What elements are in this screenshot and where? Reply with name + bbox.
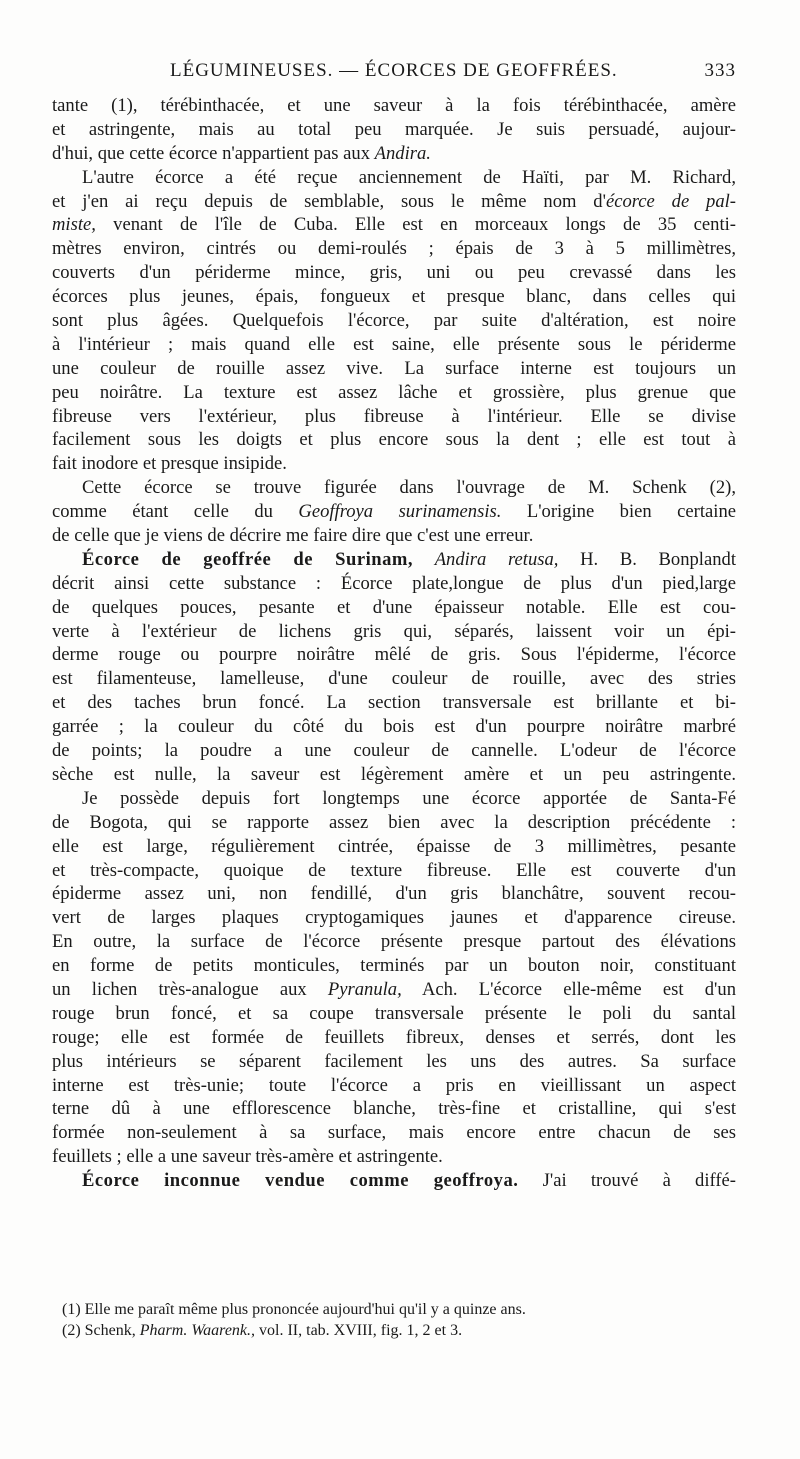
text-run: un lichen très-analogue aux <box>52 978 328 1000</box>
text-line: En outre, la surface de l'écorce présente presque partout des élévations <box>52 931 736 953</box>
text-line: plus intérieurs se séparent facilement les uns des autres. Sa surface <box>52 1050 736 1072</box>
text-run: Je possède depuis fort longtemps une écorce apportée de Santa-Fé <box>82 787 736 809</box>
text-line: verte à l'extérieur de lichens gris qui, séparés, laissent voir un épi- <box>52 620 736 642</box>
text-line: fait inodore et presque insipide. <box>52 453 287 475</box>
text-line: derme rouge ou pourpre noirâtre mêlé de gris. Sous l'épiderme, l'écorce <box>52 644 736 666</box>
text-line: terne dû à une efflorescence blanche, très-fine et cristalline, qui s'est <box>52 1098 736 1120</box>
text-line <box>52 500 736 524</box>
italic-term: écorce de pal- <box>605 190 736 212</box>
text-line: couverts d'un périderme mince, gris, uni ou peu crevassé dans les <box>52 262 736 284</box>
text-line <box>52 476 736 500</box>
text-line: vert de larges plaques cryptogamiques jaunes et d'apparence cireuse. <box>52 907 736 929</box>
italic-title: Pharm. Waarenk., <box>139 1322 256 1339</box>
text-run: H. B. Bonplandt <box>558 548 736 570</box>
text-line: est filamenteuse, lamelleuse, d'une couleur de rouille, avec des stries <box>52 668 736 690</box>
text-line: rouge; elle est formée de feuillets fibreux, denses et serrés, dont les <box>52 1026 736 1048</box>
running-header <box>52 60 736 88</box>
text-line: écorces plus jeunes, épais, fongueux et presque blanc, dans celles qui <box>52 286 736 308</box>
text-line: elle est large, régulièrement cintrée, épaisse de 3 millimètres, pesante <box>52 835 736 857</box>
text-line <box>52 978 736 1002</box>
text-line: épiderme assez uni, non fendillé, d'un gris blanchâtre, souvent recou- <box>52 883 736 905</box>
text-line: de quelques pouces, pesante et d'une épaisseur notable. Elle est cou- <box>52 596 736 618</box>
text-line <box>52 166 736 190</box>
text-run: et j'en ai reçu depuis de semblable, sous le même nom d' <box>52 190 606 212</box>
text-line: rouge brun foncé, et sa coupe transversale présente le poli du santal <box>52 1002 736 1024</box>
text-line: formée non-seulement à sa surface, mais encore entre chacun de ses <box>52 1122 736 1144</box>
text-line: de celle que je viens de décrire me faire dire que c'est une erreur. <box>52 525 534 547</box>
text-line: interne est très-unie; toute l'écorce a pris en vieillissant un aspect <box>52 1074 736 1096</box>
text-line: mètres environ, cintrés ou demi-roulés ; épais de 3 à 5 millimètres, <box>52 238 736 260</box>
text-line: sont plus âgées. Quelquefois l'écorce, par suite d'altération, est noire <box>52 310 736 332</box>
running-title: LÉGUMINEUSES. — ÉCORCES DE GEOFFRÉES. <box>170 60 618 81</box>
page-number: 333 <box>704 60 736 81</box>
text-line: à l'intérieur ; mais quand elle est saine, elle présente sous le périderme <box>52 333 736 355</box>
text-line: feuillets ; elle a une saveur très-amère et astringente. <box>52 1146 443 1168</box>
text-line <box>52 142 736 166</box>
section-heading: Écorce de geoffrée de Surinam, <box>82 548 414 570</box>
text-run: d'hui, que cette écorce n'appartient pas aux <box>52 142 375 164</box>
italic-genus: Andira. <box>374 142 431 164</box>
text-line <box>52 213 736 237</box>
text-line: et des taches brun foncé. La section transversale est brillante et bi- <box>52 692 736 714</box>
text-line: garrée ; la couleur du côté du bois est d'un pourpre noirâtre marbré <box>52 716 736 738</box>
text-line: et astringente, mais au total peu marquée. Je suis persuadé, aujour- <box>52 118 736 140</box>
text-line: en forme de petits monticules, terminés par un bouton noir, constituant <box>52 955 736 977</box>
text-run: vol. II, tab. XVIII, fig. 1, 2 et 3. <box>255 1322 463 1339</box>
text-line: peu noirâtre. La texture est assez lâche et grossière, plus grenue que <box>52 381 736 403</box>
text-line: une couleur de rouille assez vive. La surface interne est toujours un <box>52 357 736 379</box>
text-run: (2) Schenk, <box>62 1322 140 1339</box>
text-run: J'ai trouvé à diffé- <box>518 1170 736 1192</box>
text-line: décrit ainsi cette substance : Écorce plate,longue de plus d'un pied,large <box>52 572 736 594</box>
italic-species: Andira retusa, <box>434 548 559 570</box>
text-run: L'autre écorce a été reçue anciennement de Haïti, par M. Richard, <box>82 166 736 188</box>
italic-genus: Pyranula, <box>327 978 402 1000</box>
text-line: tante (1), térébinthacée, et une saveur à la fois térébinthacée, amère <box>52 95 736 116</box>
text-run: comme étant celle du <box>52 501 299 523</box>
footnote <box>62 1320 732 1341</box>
text-line <box>52 787 736 811</box>
italic-term: miste, <box>52 214 96 236</box>
text-line <box>52 190 736 214</box>
text-line <box>52 548 736 572</box>
text-run: L'origine bien certaine <box>501 501 736 523</box>
italic-species: Geoffroya surinamensis. <box>298 501 502 523</box>
body-text <box>52 94 736 1193</box>
text-line: sèche est nulle, la saveur est légèrement amère et un peu astringente. <box>52 763 736 785</box>
text-run: Ach. L'écorce elle-même est d'un <box>401 978 736 1000</box>
text-run: Cette écorce se trouve figurée dans l'ouvrage de M. Schenk (2), <box>82 477 736 499</box>
text-line: de points; la poudre a une couleur de cannelle. L'odeur de l'écorce <box>52 740 736 762</box>
text-line <box>52 1169 736 1193</box>
text-line: de Bogota, qui se rapporte assez bien avec la description précédente : <box>52 811 736 833</box>
text-run: venant de l'île de Cuba. Elle est en morceaux longs de 35 centi- <box>95 214 736 236</box>
footnote: (1) Elle me paraît même plus prononcée aujourd'hui qu'il y a quinze ans. <box>62 1301 526 1318</box>
section-heading: Écorce inconnue vendue comme geoffroya. <box>82 1170 519 1192</box>
text-line: fibreuse vers l'extérieur, plus fibreuse à l'intérieur. Elle se divise <box>52 405 736 427</box>
text-line: facilement sous les doigts et plus encore sous la dent ; elle est tout à <box>52 429 736 451</box>
footnotes <box>62 1299 732 1341</box>
text-line: et très-compacte, quoique de texture fibreuse. Elle est couverte d'un <box>52 859 736 881</box>
